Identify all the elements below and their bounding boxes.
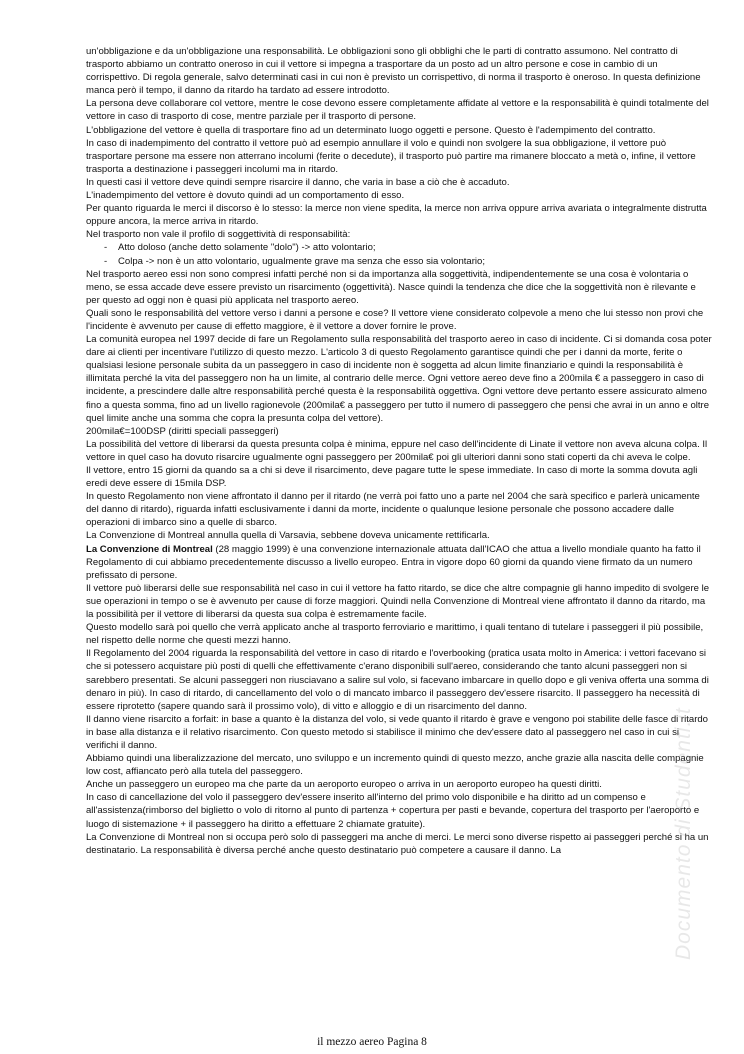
paragraph: La persona deve collaborare col vettore, mentre le cose devono essere completamente affidate al vettore e la responsabilità è quindi totalmente del vettore in caso di trasporto di cose, mentre parziale per il trasporto di persone. [86, 98, 709, 123]
paragraph: La comunità europea nel 1997 decide di fare un Regolamento sulla responsabilità del trasporto aereo in caso di incidente. Ci si domanda cosa poter dare ai clienti per incentivare l'utilizzo di questo mezzo. L'articolo 3 di questo Regolamento garantisce quindi che per i danni da morte, ferite o qualsiasi lesione personale subita da un passeggero in caso di incidente non è soggetta ad alcun limite finanziario e quindi la responsabilità è illimitata perché la vita del passeggero non ha un limite, al contrario delle merce. Ogni vettore aereo deve fino a 200mila € a passeggero in caso di incidente, a prescindere dalle altre responsabilità perché questa è la responsabilità oggettiva. Ogni vettore deve pertanto essere assicurato almeno fino a questa somma, fino ad un livello ragionevole (200mila€ a passeggero per tutto il numero di passeggero che pensi che avrai in un anno e oltre quel limite anche una somma che copra la presunta colpa del vettore). [86, 334, 712, 424]
list-item: - Colpa -> non è un atto volontario, ugualmente grave ma senza che esso sia volontario; [86, 255, 712, 268]
watermark: Documento di Studenti.it [672, 707, 695, 960]
paragraph: La possibilità del vettore di liberarsi da questa presunta colpa è minima, eppure nel caso dell'incidente di Linate il vettore non aveva alcuna colpa. Il vettore in quel caso ha dovuto risarcire ugualmente ogni passeggero per 200mila€ poi gli ulteriori danni sono stati coperti da chi aveva le colpe. [86, 438, 708, 463]
paragraph: 200mila€=100DSP (diritti speciali passeggeri) [86, 425, 279, 437]
paragraph: Il vettore, entro 15 giorni da quando sa a chi si deve il risarcimento, deve pagare tutte le spese immediate. In caso di morte la somma dovuta agli eredi deve essere di 15mila DSP. [86, 465, 698, 490]
paragraph: Questo modello sarà poi quello che verrà applicato anche al trasporto ferroviario e marittimo, i quali tentano di tutelare i passeggeri il più possibile, nel rispetto delle norme che questi mezzi hanno. [86, 622, 704, 647]
document-body [86, 45, 712, 857]
paragraph: La Convenzione di Montreal non si occupa però solo di passeggeri ma anche di merci. Le merci sono diverse rispetto ai passeggeri perché si ha un destinatario. La responsabilità è diversa perché anche questo destinatario può competere a causare il danno. La [86, 831, 709, 856]
paragraph: Nel trasporto aereo essi non sono compresi infatti perché non si da importanza alla soggettività, indipendentemente se una cosa è volontaria o meno, se essa accade deve essere previsto un risarcimento (oggettività). Nasce quindi la tendenza che dice che la soggettività non è rilevante e per questo ad oggi non è quasi più applicata nel trasporto aereo. [86, 268, 696, 306]
list-item: - Atto doloso (anche detto solamente "dolo") -> atto volontario; [86, 241, 712, 254]
liability-list [86, 241, 712, 267]
paragraph: Il Regolamento del 2004 riguarda la responsabilità del vettore in caso di ritardo e l'overbooking (pratica usata molto in America: i vettori facevano si che si potessero acquistare più posti di quelli che effettivamente c'erano disponibili sull'aereo, considerando che tanto alcuni passeggeri non si sarebbero presentati. Se alcuni passeggeri non riusciavano a salire sul volo, si facevano imbarcare in quello dopo e gli veniva offerta una somma di denaro in più). In caso di ritardo, di cancellamento del volo o di mancato imbarco il passeggero dev'essere risarcito. Il passeggero ha necessità di essere riprotetto (sapere quando sarà il prossimo volo), di vitto e alloggio e di un risarcimento del danno. [86, 648, 709, 712]
paragraph: In questi casi il vettore deve quindi sempre risarcire il danno, che varia in base a ciò che è accaduto. [86, 176, 510, 188]
paragraph: L'inadempimento del vettore è dovuto quindi ad un comportamento di esso. [86, 190, 405, 202]
paragraph: In caso di cancellazione del volo il passeggero dev'essere inserito all'interno del primo volo disponibile e ha diritto ad un compenso e all'assistenza(rimborso del biglietto o volo di ritorno al punto di partenza + copertura per pasti e bevande, copertura del trasporto per l'aeroporto e luogo di sistemazione + il passeggero ha diritto a effettuare 2 chiamate gratuite). [86, 792, 700, 830]
montreal-paragraph [86, 543, 712, 582]
paragraph: Il danno viene risarcito a forfait: in base a quanto è la distanza del volo, si vede quanto il ritardo è grave e vengono poi stabilite delle fasce di ritardo in base alla distanza e il relativo risarcimento. Con questo metodo si stabilisce il minimo che dev'essere dato al passeggero nel caso in cui si verifichi il danno. [86, 713, 708, 751]
paragraph: Per quanto riguarda le merci il discorso è lo stesso: la merce non viene spedita, la merce non arriva oppure arriva avariata o integralmente distrutta oppure ancora, la merce arriva in ritardo. [86, 203, 707, 228]
paragraph: La Convenzione di Montreal annulla quella di Varsavia, sebbene doveva unicamente rettificarla. [86, 530, 490, 542]
paragraph: In caso di inadempimento del contratto il vettore può ad esempio annullare il volo e quindi non svolgere la sua obbligazione, il vettore può trasportare persone ma essere non atterrano incolumi (ferite o decedute), il trasporto può partire ma rimanere bloccato a metà o, infine, il vettore trasporta a destinazione i passeggeri incolumi ma in ritardo. [86, 137, 696, 175]
paragraph: Anche un passeggero un europeo ma che parte da un aeroporto europeo o arriva in un aeroporto europeo ha questi diritti. [86, 779, 602, 791]
page-footer: il mezzo aereo Pagina 8 [317, 1036, 427, 1048]
paragraph: Il vettore può liberarsi delle sue responsabilità nel caso in cui il vettore ha fatto ritardo, se dice che altre compagnie gli hanno impedito di svolgere le sue operazioni in tempo o se è avvenuto per cause di forze maggiori. Quindi nella Convenzione di Montreal viene affrontato il danno da ritardo, ma la possibilità per il vettore di liberarsi da questa sua colpa è estremamente facile. [86, 582, 710, 621]
paragraph: Nel trasporto non vale il profilo di soggettività di responsabilità: [86, 229, 351, 241]
paragraph: un'obbligazione e da un'obbligazione una responsabilità. Le obbligazioni sono gli obblighi che le parti di contratto assumono. Nel contratto di trasporto abbiamo un contratto oneroso in cui il vettore si impegna a trasportare da un posto ad un altro persone e cose in cambio di un corrispettivo. Di regola generale, salvo determinati casi in cui non è previsto un corrispettivo, di norma il trasporto è oneroso. In questa definizione manca però il tempo, il danno da ritardo ha tardato ad essere introdotto. [86, 46, 701, 97]
paragraph: Quali sono le responsabilità del vettore verso i danni a persone e cose? Il vettore viene considerato colpevole a meno che lui stesso non provi che l'incidente è avvenuto per cause di effetto maggiore, è il vettore a dover fornire le prove. [86, 307, 704, 332]
paragraph: L'obbligazione del vettore è quella di trasportare fino ad un determinato luogo oggetti e persone. Questo è l'adempimento del contratto. [86, 124, 656, 136]
montreal-heading: La Convenzione di Montreal [86, 543, 213, 555]
paragraph: In questo Regolamento non viene affrontato il danno per il ritardo (ne verrà poi fatto uno a parte nel 2004 che sarà specifico e parlerà unicamente del danno di ritardo), riguarda infatti esclusivamente i danni da morte, incidente o qualunque lesione personale che possono accadere dalle operazioni di imbarco sino a quelle di sbarco. [86, 491, 700, 529]
montreal-text: (28 maggio 1999) è una convenzione internazionale attuata dall'ICAO che attua a livello mondiale quanto ha fatto il Regolamento di cui abbiamo precedentemente discusso a livello europeo. Entra in vigore dopo 60 giorni da quando viene firmato da un numero prefissato di persone. [86, 543, 701, 581]
paragraph: Abbiamo quindi una liberalizzazione del mercato, uno sviluppo e un incremento quindi di questo mezzo, anche grazie alla nascita delle compagnie low cost, affiancato però alla tutela del passeggero. [86, 753, 704, 778]
